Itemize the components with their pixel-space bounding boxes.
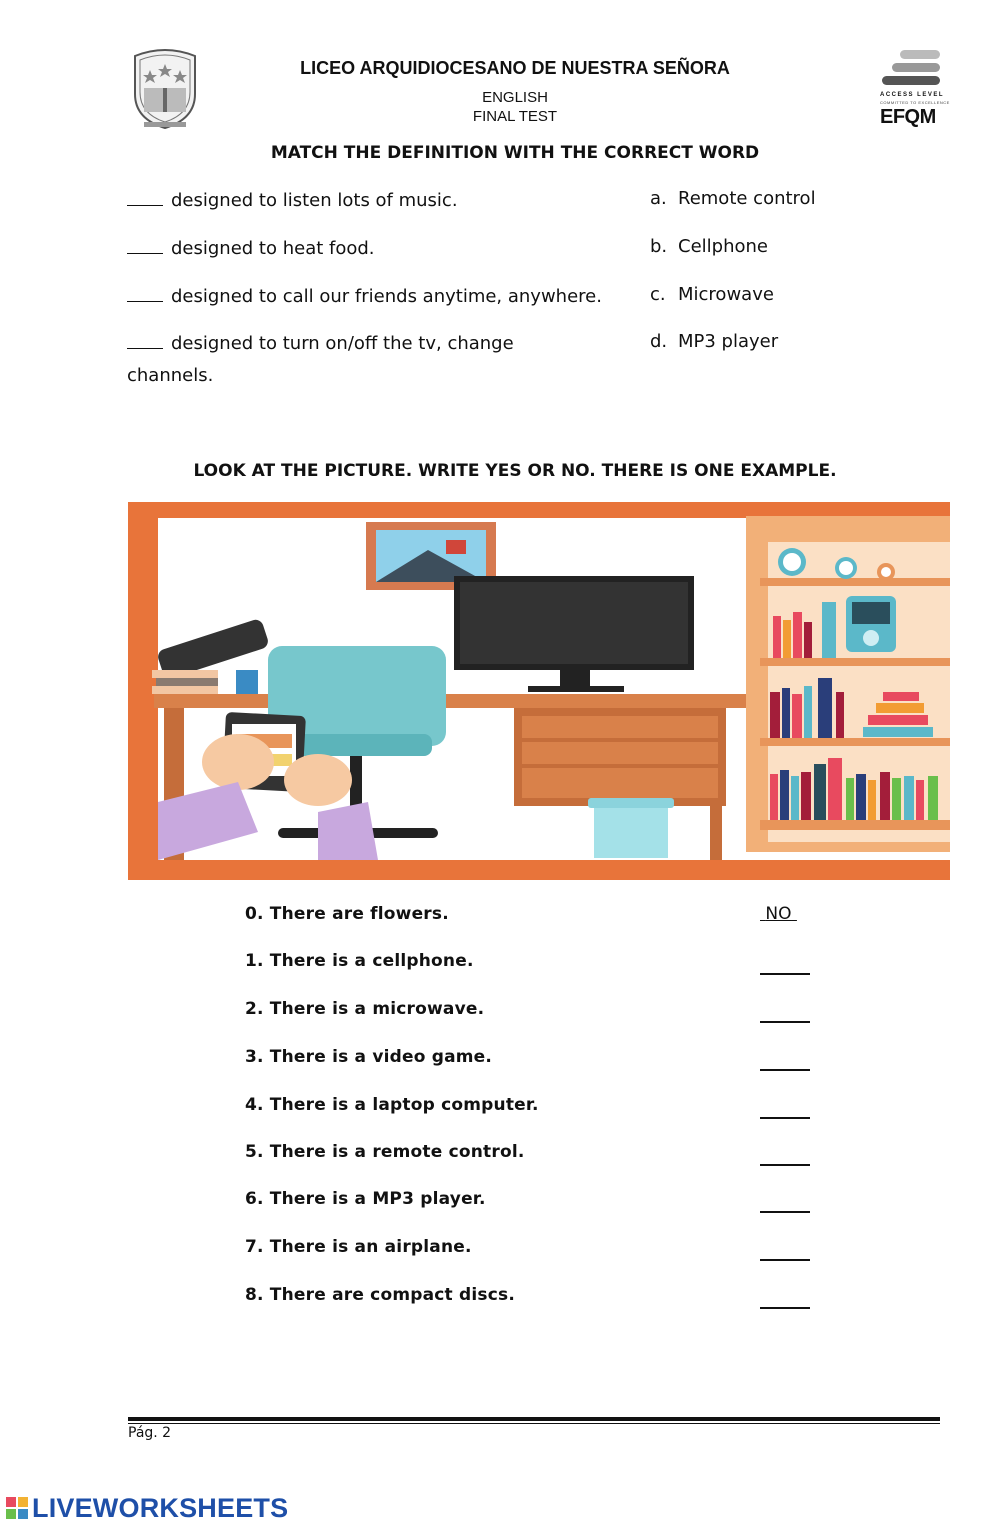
answer-field-3[interactable] bbox=[760, 1051, 810, 1071]
answer-blank[interactable] bbox=[127, 287, 163, 302]
question-4: 4. There is a laptop computer. bbox=[245, 1095, 539, 1115]
question-5: 5. There is a remote control. bbox=[245, 1142, 525, 1162]
efqm-brand: EFQM bbox=[880, 106, 936, 128]
footer-divider-thin bbox=[128, 1423, 940, 1424]
answer-field-8[interactable] bbox=[760, 1289, 810, 1309]
answer-field-4[interactable] bbox=[760, 1099, 810, 1119]
option-a: a. Remote control bbox=[650, 188, 816, 209]
example-answer: NO bbox=[765, 904, 792, 924]
efqm-access-level: ACCESS LEVEL bbox=[880, 92, 945, 98]
definition-2: designed to heat food. bbox=[127, 233, 627, 265]
subject-label: ENGLISH bbox=[482, 89, 548, 106]
definition-1: designed to listen lots of music. bbox=[127, 185, 627, 217]
answer-field-1[interactable] bbox=[760, 955, 810, 975]
school-crest-logo bbox=[130, 44, 200, 130]
answer-field-5[interactable] bbox=[760, 1146, 810, 1166]
option-b: b. Cellphone bbox=[650, 236, 768, 257]
footer-divider bbox=[128, 1417, 940, 1421]
answer-field-7[interactable] bbox=[760, 1241, 810, 1261]
question-6: 6. There is a MP3 player. bbox=[245, 1189, 486, 1209]
efqm-tagline: COMMITTED TO EXCELLENCE bbox=[880, 100, 950, 105]
school-name: LICEO ARQUIDIOCESANO DE NUESTRA SEÑORA bbox=[300, 58, 730, 78]
question-3: 3. There is a video game. bbox=[245, 1047, 493, 1067]
definition-4: designed to turn on/off the tv, change channels. bbox=[127, 333, 514, 386]
section2-title: LOOK AT THE PICTURE. WRITE YES OR NO. THERE IS ONE EXAMPLE. bbox=[193, 461, 837, 481]
section1-title: MATCH THE DEFINITION WITH THE CORRECT WORD bbox=[270, 143, 760, 163]
definition-3: designed to call our friends anytime, anywhere. bbox=[127, 281, 627, 313]
option-d: d. MP3 player bbox=[650, 331, 779, 352]
answer-field-6[interactable] bbox=[760, 1193, 810, 1213]
answer-blank[interactable] bbox=[127, 334, 163, 349]
answer-blank[interactable] bbox=[127, 239, 163, 254]
question-0: 0. There are flowers. bbox=[245, 904, 449, 924]
answer-blank[interactable] bbox=[127, 191, 163, 206]
test-label: FINAL TEST bbox=[472, 108, 558, 125]
liveworksheets-icon bbox=[6, 1497, 28, 1519]
page-number: Pág. 2 bbox=[128, 1425, 172, 1441]
liveworksheets-brand[interactable]: LIVEWORKSHEETS bbox=[32, 1493, 289, 1523]
question-7: 7. There is an airplane. bbox=[245, 1237, 472, 1257]
answer-field-2[interactable] bbox=[760, 1003, 810, 1023]
question-2: 2. There is a microwave. bbox=[245, 999, 485, 1019]
room-illustration bbox=[128, 502, 950, 880]
question-1: 1. There is a cellphone. bbox=[245, 951, 474, 971]
option-c: c. Microwave bbox=[650, 284, 774, 305]
question-8: 8. There are compact discs. bbox=[245, 1285, 515, 1305]
